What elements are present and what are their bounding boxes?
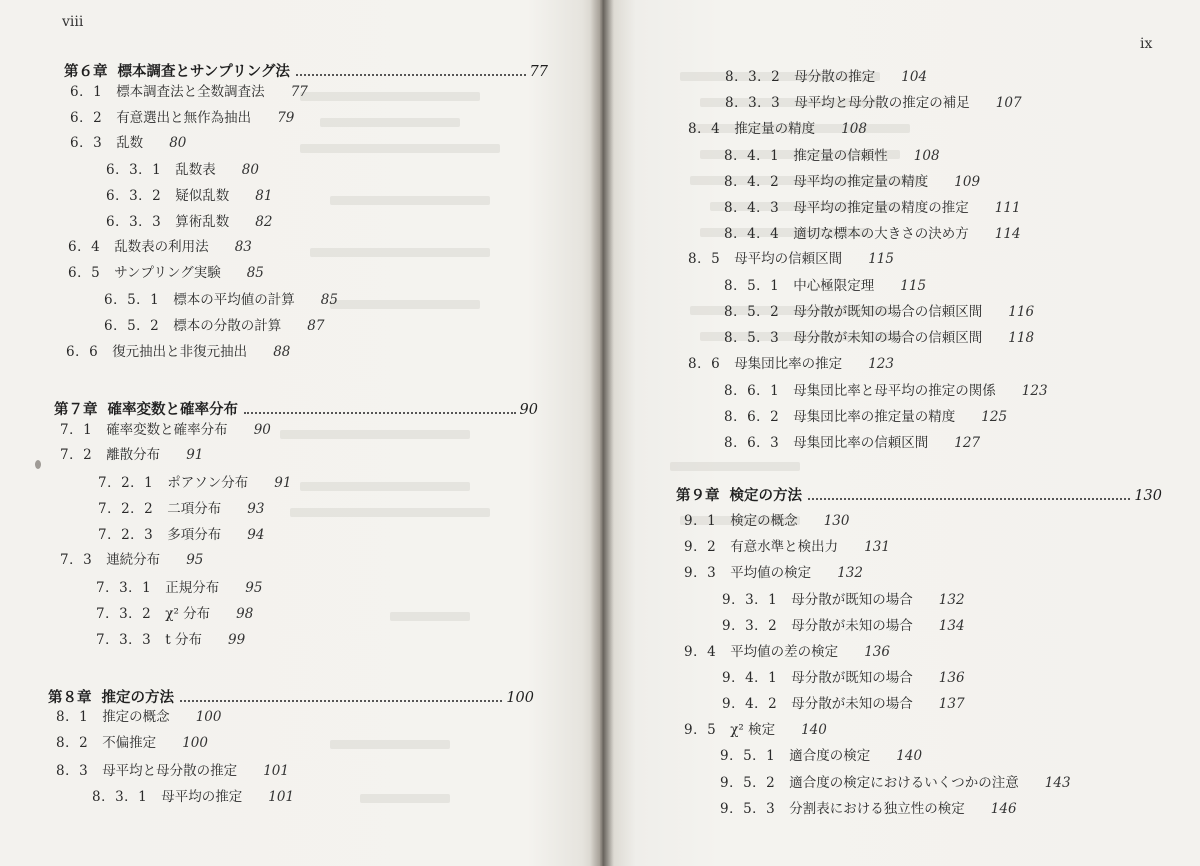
section-page: 82	[255, 214, 273, 230]
toc-entry	[684, 643, 890, 661]
section-title: 平均値の検定	[730, 565, 812, 581]
section-number: 8．3．3	[725, 95, 781, 111]
section-number: 9．5．1	[720, 748, 776, 764]
chapter-heading	[64, 62, 548, 82]
toc-entry	[684, 721, 827, 739]
section-number: 8．2	[56, 735, 89, 751]
toc-entry	[722, 617, 965, 635]
section-page: 93	[247, 501, 265, 517]
section-number: 8．3	[56, 763, 89, 779]
section-number: 8．6．1	[724, 383, 780, 399]
section-page: 115	[900, 278, 927, 294]
section-title: 母集団比率の推定	[734, 356, 843, 372]
section-page: 83	[234, 239, 252, 255]
section-page: 136	[938, 670, 965, 686]
toc-entry	[722, 591, 965, 609]
dot-leader	[296, 74, 526, 76]
section-number: 6．2	[70, 110, 103, 126]
toc-entry	[724, 225, 1021, 243]
section-page: 123	[1021, 383, 1048, 399]
section-number: 9．4	[684, 644, 717, 660]
section-title: 適合度の検定	[789, 748, 871, 764]
section-number: 9．3	[684, 565, 717, 581]
section-title: 算術乱数	[175, 214, 230, 230]
section-number: 8．3．1	[92, 789, 148, 805]
section-page: 146	[990, 801, 1017, 817]
toc-entry	[56, 734, 208, 752]
toc-entry	[725, 68, 927, 86]
toc-entry	[98, 500, 264, 518]
section-number: 8．4．1	[724, 148, 780, 164]
section-page: 127	[954, 435, 981, 451]
section-page: 107	[995, 95, 1022, 111]
chapter-heading	[48, 688, 534, 708]
section-number: 7．2	[60, 447, 93, 463]
toc-entry	[104, 317, 324, 335]
section-page: 100	[195, 709, 222, 725]
section-title: 母集団比率の推定量の精度	[793, 409, 956, 425]
chapter-page: 77	[529, 64, 548, 80]
toc-entry	[724, 199, 1021, 217]
section-number: 7．1	[60, 422, 93, 438]
toc-entry	[60, 446, 203, 464]
section-number: 8．4．2	[724, 174, 780, 190]
section-title: 平均値の差の検定	[730, 644, 839, 660]
section-title: 分割表における独立性の検定	[789, 801, 965, 817]
section-number: 6．6	[66, 344, 99, 360]
book-spine-gutter	[590, 0, 614, 866]
section-title: 不偏推定	[102, 735, 157, 751]
section-number: 8．1	[56, 709, 89, 725]
chapter-number: 第７章	[54, 401, 98, 418]
chapter-page: 100	[506, 690, 534, 706]
section-title: 標本の平均値の計算	[173, 292, 295, 308]
section-number: 8．5．2	[724, 304, 780, 320]
toc-entry	[60, 551, 203, 569]
toc-entry	[720, 800, 1017, 818]
section-number: 6．3．3	[106, 214, 162, 230]
toc-entry	[722, 669, 965, 687]
section-title: 母分散が既知の場合	[791, 592, 913, 608]
section-title: 適合度の検定におけるいくつかの注意	[789, 775, 1019, 791]
section-title: 疑似乱数	[175, 188, 230, 204]
chapter-title: 検定の方法	[729, 487, 802, 504]
toc-entry	[688, 355, 894, 373]
section-number: 9．4．2	[722, 696, 778, 712]
section-title: 母集団比率の信頼区間	[793, 435, 929, 451]
section-title: 母分散が未知の場合	[791, 696, 913, 712]
section-number: 8．6	[688, 356, 721, 372]
section-number: 7．3．1	[96, 580, 152, 596]
section-page: 130	[823, 513, 850, 529]
section-page: 98	[236, 606, 254, 622]
page-number: viii	[62, 14, 84, 30]
toc-entry	[724, 329, 1034, 347]
section-number: 8．6．3	[724, 435, 780, 451]
dot-leader	[244, 412, 516, 414]
chapter-title: 確率変数と確率分布	[107, 401, 238, 418]
section-number: 6．4	[68, 239, 101, 255]
toc-entry	[725, 94, 1022, 112]
chapter-title: 標本調査とサンプリング法	[117, 63, 290, 80]
section-page: 131	[864, 539, 890, 555]
section-number: 9．2	[684, 539, 717, 555]
toc-entry	[56, 762, 289, 780]
toc-entry	[724, 434, 980, 452]
section-title: 二項分布	[167, 501, 222, 517]
section-number: 8．5	[688, 251, 721, 267]
section-number: 6．5．2	[104, 318, 160, 334]
section-page: 94	[247, 527, 265, 543]
section-number: 7．2．1	[98, 475, 154, 491]
section-number: 6．5	[68, 265, 101, 281]
section-page: 80	[241, 162, 259, 178]
ink-spot	[35, 460, 41, 469]
section-title: 有意選出と無作為抽出	[116, 110, 252, 126]
section-page: 104	[901, 69, 928, 85]
section-page: 79	[277, 110, 295, 126]
section-number: 9．3．2	[722, 618, 778, 634]
section-title: t 分布	[165, 632, 202, 648]
right-page	[600, 0, 1200, 866]
section-title: 復元抽出と非復元抽出	[112, 344, 248, 360]
toc-entry	[722, 695, 965, 713]
section-page: 111	[994, 200, 1021, 216]
section-number: 6．3	[70, 135, 103, 151]
toc-entry	[684, 512, 849, 530]
toc-entry	[688, 250, 894, 268]
toc-entry	[684, 538, 890, 556]
section-number: 8．5．1	[724, 278, 780, 294]
dot-leader	[180, 700, 502, 702]
section-page: 108	[913, 148, 940, 164]
section-page: 143	[1044, 775, 1071, 791]
section-title: 標本調査法と全数調査法	[116, 84, 265, 100]
section-page: 95	[186, 552, 204, 568]
section-title: 標本の分散の計算	[173, 318, 282, 334]
toc-entry	[70, 134, 186, 152]
chapter-page: 90	[519, 402, 538, 418]
section-title: 確率変数と確率分布	[106, 422, 228, 438]
section-page: 91	[274, 475, 292, 491]
section-page: 108	[841, 121, 867, 137]
section-number: 7．3．3	[96, 632, 152, 648]
section-title: 母分散の推定	[794, 69, 876, 85]
toc-entry	[724, 303, 1034, 321]
toc-entry	[106, 187, 272, 205]
section-title: 母平均の推定量の精度	[793, 174, 929, 190]
section-title: 中心極限定理	[793, 278, 875, 294]
dot-leader	[808, 498, 1130, 500]
section-page: 115	[868, 251, 894, 267]
chapter-heading	[54, 400, 538, 420]
section-number: 7．3．2	[96, 606, 152, 622]
section-title: 母平均と母分散の推定の補足	[794, 95, 970, 111]
section-number: 7．2．3	[98, 527, 154, 543]
chapter-title: 推定の方法	[101, 689, 174, 706]
section-number: 7．3	[60, 552, 93, 568]
section-number: 8．4．3	[724, 200, 780, 216]
section-page: 101	[263, 763, 289, 779]
section-page: 140	[896, 748, 923, 764]
section-title: 母分散が未知の場合	[791, 618, 913, 634]
section-title: サンプリング実験	[114, 265, 221, 281]
section-title: χ² 分布	[165, 606, 211, 622]
toc-entry	[96, 631, 245, 649]
chapter-number: 第８章	[48, 689, 92, 706]
section-number: 8．6．2	[724, 409, 780, 425]
section-page: 116	[1008, 304, 1035, 320]
section-page: 109	[954, 174, 981, 190]
section-page: 132	[837, 565, 863, 581]
section-page: 123	[868, 356, 894, 372]
section-page: 100	[182, 735, 208, 751]
section-page: 118	[1008, 330, 1035, 346]
section-title: 乱数表	[175, 162, 216, 178]
chapter-page: 130	[1134, 488, 1162, 504]
section-number: 9．1	[684, 513, 717, 529]
chapter-number: 第６章	[64, 63, 108, 80]
section-title: 連続分布	[106, 552, 161, 568]
section-title: 有意水準と検出力	[730, 539, 839, 555]
toc-entry	[724, 277, 926, 295]
toc-entry	[96, 579, 262, 597]
section-page: 80	[169, 135, 187, 151]
toc-entry	[66, 343, 290, 361]
toc-entry	[98, 474, 291, 492]
toc-entry	[60, 421, 271, 439]
section-number: 6．3．2	[106, 188, 162, 204]
section-title: 推定量の精度	[734, 121, 816, 137]
section-page: 136	[864, 644, 890, 660]
section-page: 137	[938, 696, 965, 712]
toc-entry	[70, 83, 308, 101]
toc-entry	[56, 708, 221, 726]
section-title: 乱数表の利用法	[114, 239, 209, 255]
toc-entry	[106, 161, 259, 179]
section-title: 母分散が既知の場合の信頼区間	[793, 304, 983, 320]
section-page: 88	[273, 344, 291, 360]
section-number: 9．4．1	[722, 670, 778, 686]
section-number: 9．5．3	[720, 801, 776, 817]
section-number: 8．3．2	[725, 69, 781, 85]
section-number: 8．5．3	[724, 330, 780, 346]
section-title: 母分散が既知の場合	[791, 670, 913, 686]
section-title: 正規分布	[165, 580, 220, 596]
toc-entry	[684, 564, 863, 582]
section-page: 81	[255, 188, 273, 204]
section-number: 6．3．1	[106, 162, 162, 178]
chapter-number: 第９章	[676, 487, 720, 504]
section-title: 推定の概念	[102, 709, 170, 725]
section-title: ポアソン分布	[167, 475, 249, 491]
section-title: χ² 検定	[730, 722, 776, 738]
section-number: 7．2．2	[98, 501, 154, 517]
section-title: 推定量の信頼性	[793, 148, 888, 164]
toc-entry	[724, 408, 1007, 426]
section-title: 適切な標本の大きさの決め方	[793, 226, 969, 242]
toc-entry	[724, 147, 940, 165]
toc-entry	[724, 382, 1048, 400]
chapter-heading	[676, 486, 1162, 506]
toc-entry	[724, 173, 980, 191]
section-number: 8．4	[688, 121, 721, 137]
section-title: 母分散が未知の場合の信頼区間	[793, 330, 983, 346]
section-title: 検定の概念	[730, 513, 798, 529]
section-page: 134	[938, 618, 965, 634]
toc-entry	[96, 605, 253, 623]
section-number: 9．5．2	[720, 775, 776, 791]
section-page: 91	[186, 447, 204, 463]
toc-entry	[70, 109, 294, 127]
toc-entry	[98, 526, 264, 544]
toc-entry	[720, 747, 922, 765]
section-page: 95	[245, 580, 263, 596]
section-page: 99	[228, 632, 246, 648]
section-title: 多項分布	[167, 527, 222, 543]
section-number: 6．5．1	[104, 292, 160, 308]
section-title: 母平均の推定	[161, 789, 243, 805]
page-number: ix	[1140, 36, 1153, 52]
section-page: 101	[268, 789, 295, 805]
section-page: 87	[307, 318, 325, 334]
section-number: 9．5	[684, 722, 717, 738]
section-title: 母平均の信頼区間	[734, 251, 843, 267]
section-page: 90	[253, 422, 271, 438]
toc-entry	[688, 120, 867, 138]
toc-entry	[106, 213, 272, 231]
toc-entry	[104, 291, 338, 309]
section-title: 母平均と母分散の推定	[102, 763, 238, 779]
toc-entry	[68, 238, 252, 256]
section-number: 6．1	[70, 84, 103, 100]
section-number: 8．4．4	[724, 226, 780, 242]
section-page: 132	[938, 592, 965, 608]
section-page: 85	[246, 265, 264, 281]
toc-entry	[68, 264, 264, 282]
section-page: 77	[290, 84, 308, 100]
section-title: 母平均の推定量の精度の推定	[793, 200, 969, 216]
section-page: 114	[994, 226, 1021, 242]
section-page: 85	[320, 292, 338, 308]
section-title: 乱数	[116, 135, 144, 151]
section-title: 離散分布	[106, 447, 161, 463]
toc-entry	[92, 788, 294, 806]
section-title: 母集団比率と母平均の推定の関係	[793, 383, 996, 399]
section-page: 125	[981, 409, 1008, 425]
toc-entry	[720, 774, 1071, 792]
section-page: 140	[801, 722, 827, 738]
section-number: 9．3．1	[722, 592, 778, 608]
